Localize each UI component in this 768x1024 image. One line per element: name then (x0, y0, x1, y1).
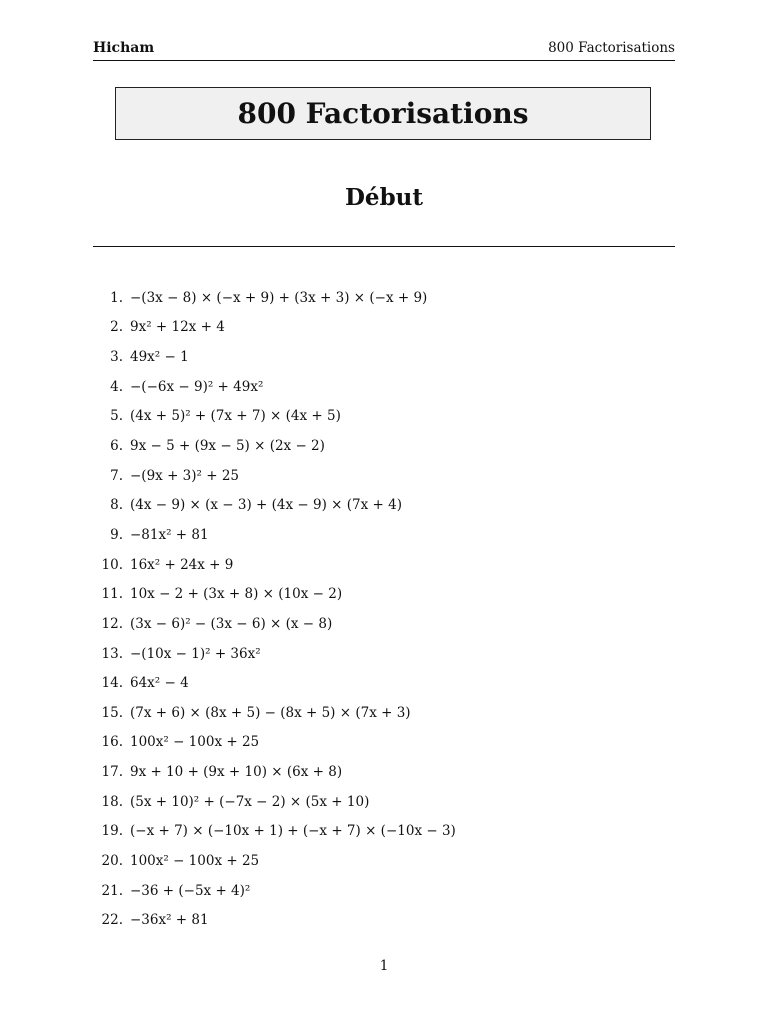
exercise-item (93, 668, 675, 698)
exercise-expression: 49x² − 1 (130, 349, 189, 366)
exercise-item (93, 728, 675, 758)
section-rule (93, 246, 675, 247)
exercise-item (93, 313, 675, 343)
exercise-item (93, 876, 675, 906)
exercise-number: 21. (101, 882, 123, 899)
exercise-number: 16. (101, 734, 123, 751)
exercise-expression: 9x² + 12x + 4 (130, 319, 225, 336)
exercise-item (93, 372, 675, 402)
exercise-number: 12. (101, 615, 123, 632)
exercise-item (93, 402, 675, 432)
exercise-item (93, 905, 675, 935)
exercise-item (93, 817, 675, 847)
section-title: Début (344, 184, 423, 211)
exercise-expression: (3x − 6)² − (3x − 6) × (x − 8) (130, 615, 333, 632)
exercise-number: 7. (110, 467, 123, 484)
exercise-item (93, 550, 675, 580)
exercise-expression: 64x² − 4 (130, 675, 189, 692)
exercise-item (93, 431, 675, 461)
exercise-item (93, 283, 675, 313)
exercise-item (93, 846, 675, 876)
exercise-expression: −(10x − 1)² + 36x² (130, 645, 261, 662)
exercise-expression: 10x − 2 + (3x + 8) × (10x − 2) (130, 586, 343, 603)
exercise-item (93, 461, 675, 491)
exercise-number: 9. (110, 526, 123, 543)
exercise-number: 15. (101, 704, 123, 721)
exercise-number: 22. (101, 912, 123, 929)
exercise-expression: 16x² + 24x + 9 (130, 556, 234, 573)
exercise-expression: 9x + 10 + (9x + 10) × (6x + 8) (130, 764, 343, 781)
exercise-expression: (5x + 10)² + (−7x − 2) × (5x + 10) (130, 793, 370, 810)
exercise-number: 18. (101, 793, 123, 810)
header-rule (93, 60, 675, 61)
exercise-number: 20. (101, 852, 123, 869)
exercise-expression: −(9x + 3)² + 25 (130, 467, 240, 484)
exercise-expression: 100x² − 100x + 25 (130, 852, 260, 869)
exercise-number: 8. (110, 497, 123, 514)
exercise-number: 17. (101, 764, 123, 781)
exercise-number: 19. (101, 823, 123, 840)
exercise-number: 13. (101, 645, 123, 662)
exercise-item (93, 490, 675, 520)
exercise-number: 1. (110, 289, 123, 306)
exercise-number: 3. (110, 349, 123, 366)
exercise-expression: 100x² − 100x + 25 (130, 734, 260, 751)
page-number: 1 (379, 958, 389, 974)
exercise-item (93, 787, 675, 817)
exercise-expression: −36 + (−5x + 4)² (130, 882, 251, 899)
exercise-expression: −81x² + 81 (130, 526, 209, 543)
exercise-expression: −36x² + 81 (130, 912, 209, 929)
exercise-expression: (7x + 6) × (8x + 5) − (8x + 5) × (7x + 3) (130, 704, 411, 721)
exercise-number: 2. (110, 319, 123, 336)
header-doc-title: 800 Factorisations (548, 40, 675, 56)
exercise-list (93, 283, 675, 935)
exercise-number: 5. (110, 408, 123, 425)
title-box (115, 87, 651, 140)
exercise-item (93, 757, 675, 787)
exercise-number: 6. (110, 438, 123, 455)
exercise-expression: −(3x − 8) × (−x + 9) + (3x + 3) × (−x + 9) (130, 289, 428, 306)
exercise-number: 11. (101, 586, 123, 603)
exercise-expression: −(−6x − 9)² + 49x² (130, 378, 264, 395)
exercise-number: 10. (101, 556, 123, 573)
exercise-number: 4. (110, 378, 123, 395)
exercise-item (93, 639, 675, 669)
exercise-expression: 9x − 5 + (9x − 5) × (2x − 2) (130, 438, 325, 455)
exercise-item (93, 342, 675, 372)
exercise-expression: (−x + 7) × (−10x + 1) + (−x + 7) × (−10x − 3) (130, 823, 456, 840)
exercise-item (93, 579, 675, 609)
exercise-number: 14. (101, 675, 123, 692)
header-author: Hicham (93, 40, 155, 56)
page-title: 800 Factorisations (237, 97, 529, 130)
exercise-item (93, 698, 675, 728)
exercise-expression: (4x + 5)² + (7x + 7) × (4x + 5) (130, 408, 341, 425)
exercise-item (93, 609, 675, 639)
exercise-item (93, 520, 675, 550)
exercise-expression: (4x − 9) × (x − 3) + (4x − 9) × (7x + 4) (130, 497, 402, 514)
